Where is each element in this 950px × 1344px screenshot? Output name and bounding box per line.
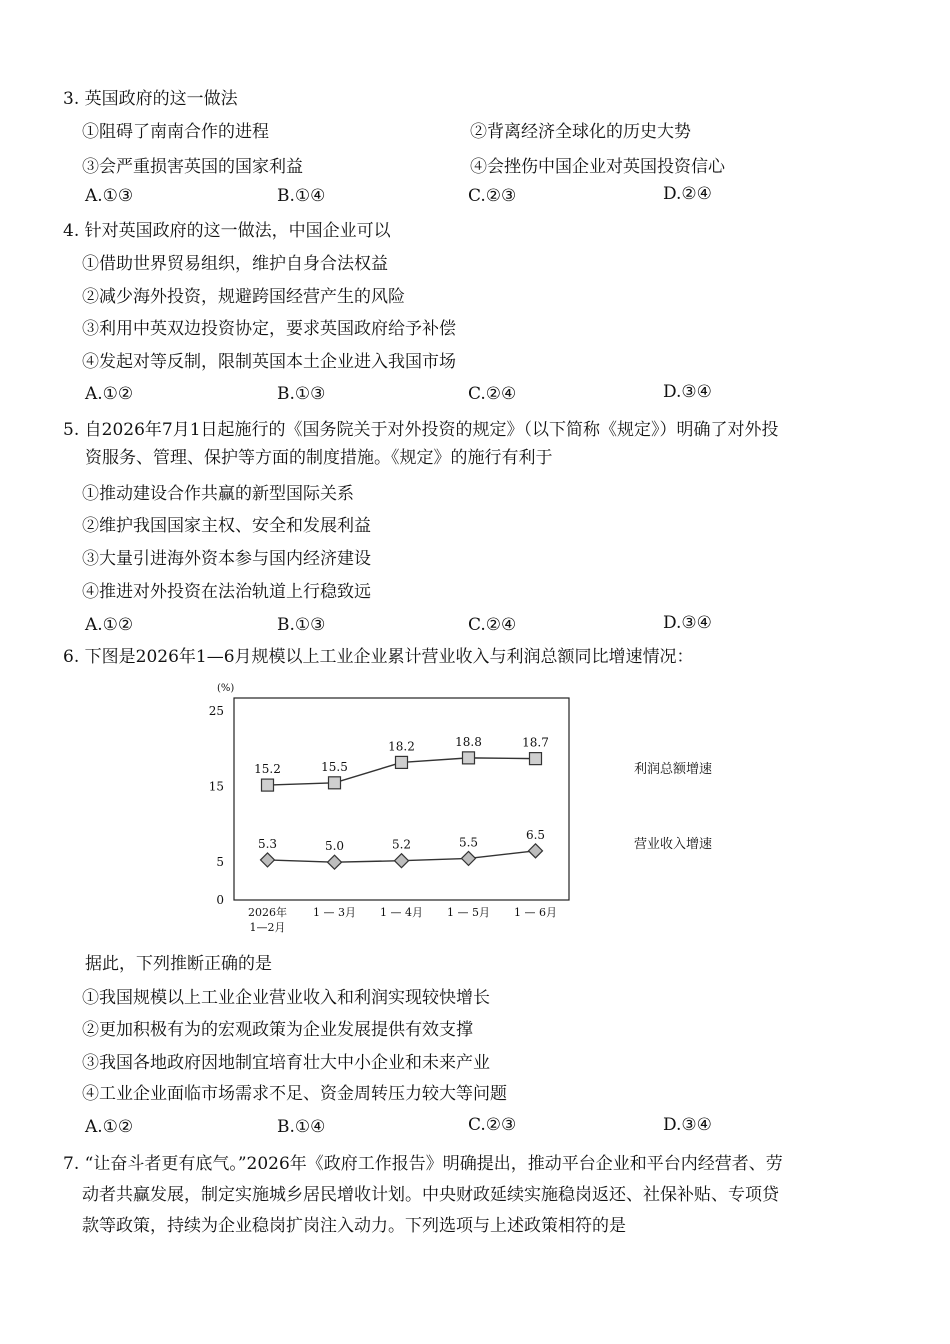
q5-stem-line-2: 资服务、管理、保护等方面的制度措施。《规定》的施行有利于 <box>85 448 553 468</box>
q4-choice-c[interactable]: C.②④ <box>468 384 517 404</box>
q6-stem: 6. 下图是2026年1—6月规模以上工业企业累计营业收入与利润总额同比增速情况： <box>63 647 694 667</box>
q3-choice-c[interactable]: C.②③ <box>468 186 517 206</box>
y-tick-label: 5 <box>216 855 224 870</box>
y-axis-unit: (%) <box>217 683 235 694</box>
data-label: 5.3 <box>257 836 278 851</box>
q5-stem-line-1: 5. 自2026年7月1日起施行的《国务院关于对外投资的规定》（以下简称《规定》）明确了对外投 <box>63 420 779 440</box>
x-tick-label: 2026年 <box>248 906 287 919</box>
data-label: 18.8 <box>455 734 482 749</box>
q7-line-3: 款等政策，持续为企业稳岗扩岗注入动力。下列选项与上述政策相符的是 <box>82 1216 626 1236</box>
q4-choice-a[interactable]: A.①② <box>85 384 134 404</box>
q4-item-2: ②减少海外投资，规避跨国经营产生的风险 <box>82 287 405 307</box>
data-label: 15.2 <box>254 762 281 777</box>
y-tick-label: 25 <box>208 704 224 718</box>
plot-frame <box>234 698 569 900</box>
q6-item-2: ②更加积极有为的宏观政策为企业发展提供有效支撑 <box>82 1020 473 1040</box>
q6-choice-b[interactable]: B.①④ <box>277 1117 326 1137</box>
x-tick-label: 1—2月 <box>249 921 286 934</box>
q5-item-4: ④推进对外投资在法治轨道上行稳致远 <box>82 582 371 602</box>
q5-item-2: ②维护我国国家主权、安全和发展利益 <box>82 516 371 536</box>
revenue-point <box>395 854 409 868</box>
q3-stem: 3. 英国政府的这一做法 <box>63 89 238 109</box>
q4-item-4: ④发起对等反制，限制英国本土企业进入我国市场 <box>82 352 456 372</box>
y-tick-label: 15 <box>208 779 224 794</box>
q6-item-1: ①我国规模以上工业企业营业收入和利润实现较快增长 <box>82 988 490 1008</box>
q3-choice-d[interactable]: D.②④ <box>663 184 712 204</box>
x-tick-label: 1 — 6月 <box>514 906 557 919</box>
legend-revenue: 营业收入增速 <box>634 837 713 852</box>
profit-point <box>329 777 341 789</box>
data-label: 18.2 <box>388 739 415 754</box>
q4-choice-b[interactable]: B.①③ <box>277 384 326 404</box>
q3-item-2: ②背离经济全球化的历史大势 <box>470 122 691 142</box>
profit-point <box>262 779 274 791</box>
growth-chart <box>200 678 620 938</box>
data-label: 18.7 <box>522 735 549 750</box>
q3-item-4: ④会挫伤中国企业对英国投资信心 <box>470 157 725 177</box>
data-label: 15.5 <box>321 759 348 774</box>
q7-line-1: 7. “让奋斗者更有底气。”2026年《政府工作报告》明确提出，推动平台企业和平台内经营者、劳 <box>63 1154 783 1174</box>
q5-choice-c[interactable]: C.②④ <box>468 615 517 635</box>
y-tick-label: 0 <box>216 893 224 907</box>
q6-lead: 据此，下列推断正确的是 <box>85 954 272 974</box>
revenue-point <box>328 855 342 869</box>
revenue-point <box>529 844 543 858</box>
data-label: 5.5 <box>458 835 479 850</box>
q3-choice-b[interactable]: B.①④ <box>277 186 326 206</box>
data-label: 5.2 <box>391 837 412 852</box>
q3-item-1: ①阻碍了南南合作的进程 <box>82 122 269 142</box>
q7-line-2: 动者共赢发展，制定实施城乡居民增收计划。中央财政延续实施稳岗返还、社保补贴、专项贷 <box>82 1185 779 1205</box>
data-label: 5.0 <box>324 839 345 854</box>
profit-point <box>530 753 542 765</box>
x-tick-label: 1 — 3月 <box>313 906 356 919</box>
q3-choice-a[interactable]: A.①③ <box>85 186 134 206</box>
q6-item-4: ④工业企业面临市场需求不足、资金周转压力较大等问题 <box>82 1084 507 1104</box>
data-label: 6.5 <box>525 827 546 842</box>
revenue-point <box>462 851 476 865</box>
q5-choice-b[interactable]: B.①③ <box>277 615 326 635</box>
q3-item-3: ③会严重损害英国的国家利益 <box>82 157 303 177</box>
q4-item-3: ③利用中英双边投资协定，要求英国政府给予补偿 <box>82 319 456 339</box>
q5-choice-a[interactable]: A.①② <box>85 615 134 635</box>
q5-item-3: ③大量引进海外资本参与国内经济建设 <box>82 549 371 569</box>
q6-item-3: ③我国各地政府因地制宜培育壮大中小企业和未来产业 <box>82 1053 490 1073</box>
q6-choice-c[interactable]: C.②③ <box>468 1115 517 1135</box>
q4-item-1: ①借助世界贸易组织，维护自身合法权益 <box>82 254 388 274</box>
q4-choice-d[interactable]: D.③④ <box>663 382 712 402</box>
revenue-point <box>261 853 275 867</box>
q4-stem: 4. 针对英国政府的这一做法，中国企业可以 <box>63 221 391 241</box>
q5-choice-d[interactable]: D.③④ <box>663 613 712 633</box>
q6-choice-a[interactable]: A.①② <box>85 1117 134 1137</box>
profit-point <box>463 752 475 764</box>
profit-point <box>396 756 408 768</box>
x-tick-label: 1 — 4月 <box>380 906 423 919</box>
q5-item-1: ①推动建设合作共赢的新型国际关系 <box>82 484 354 504</box>
legend-profit: 利润总额增速 <box>634 762 713 777</box>
q6-choice-d[interactable]: D.③④ <box>663 1115 712 1135</box>
x-tick-label: 1 — 5月 <box>447 906 490 919</box>
